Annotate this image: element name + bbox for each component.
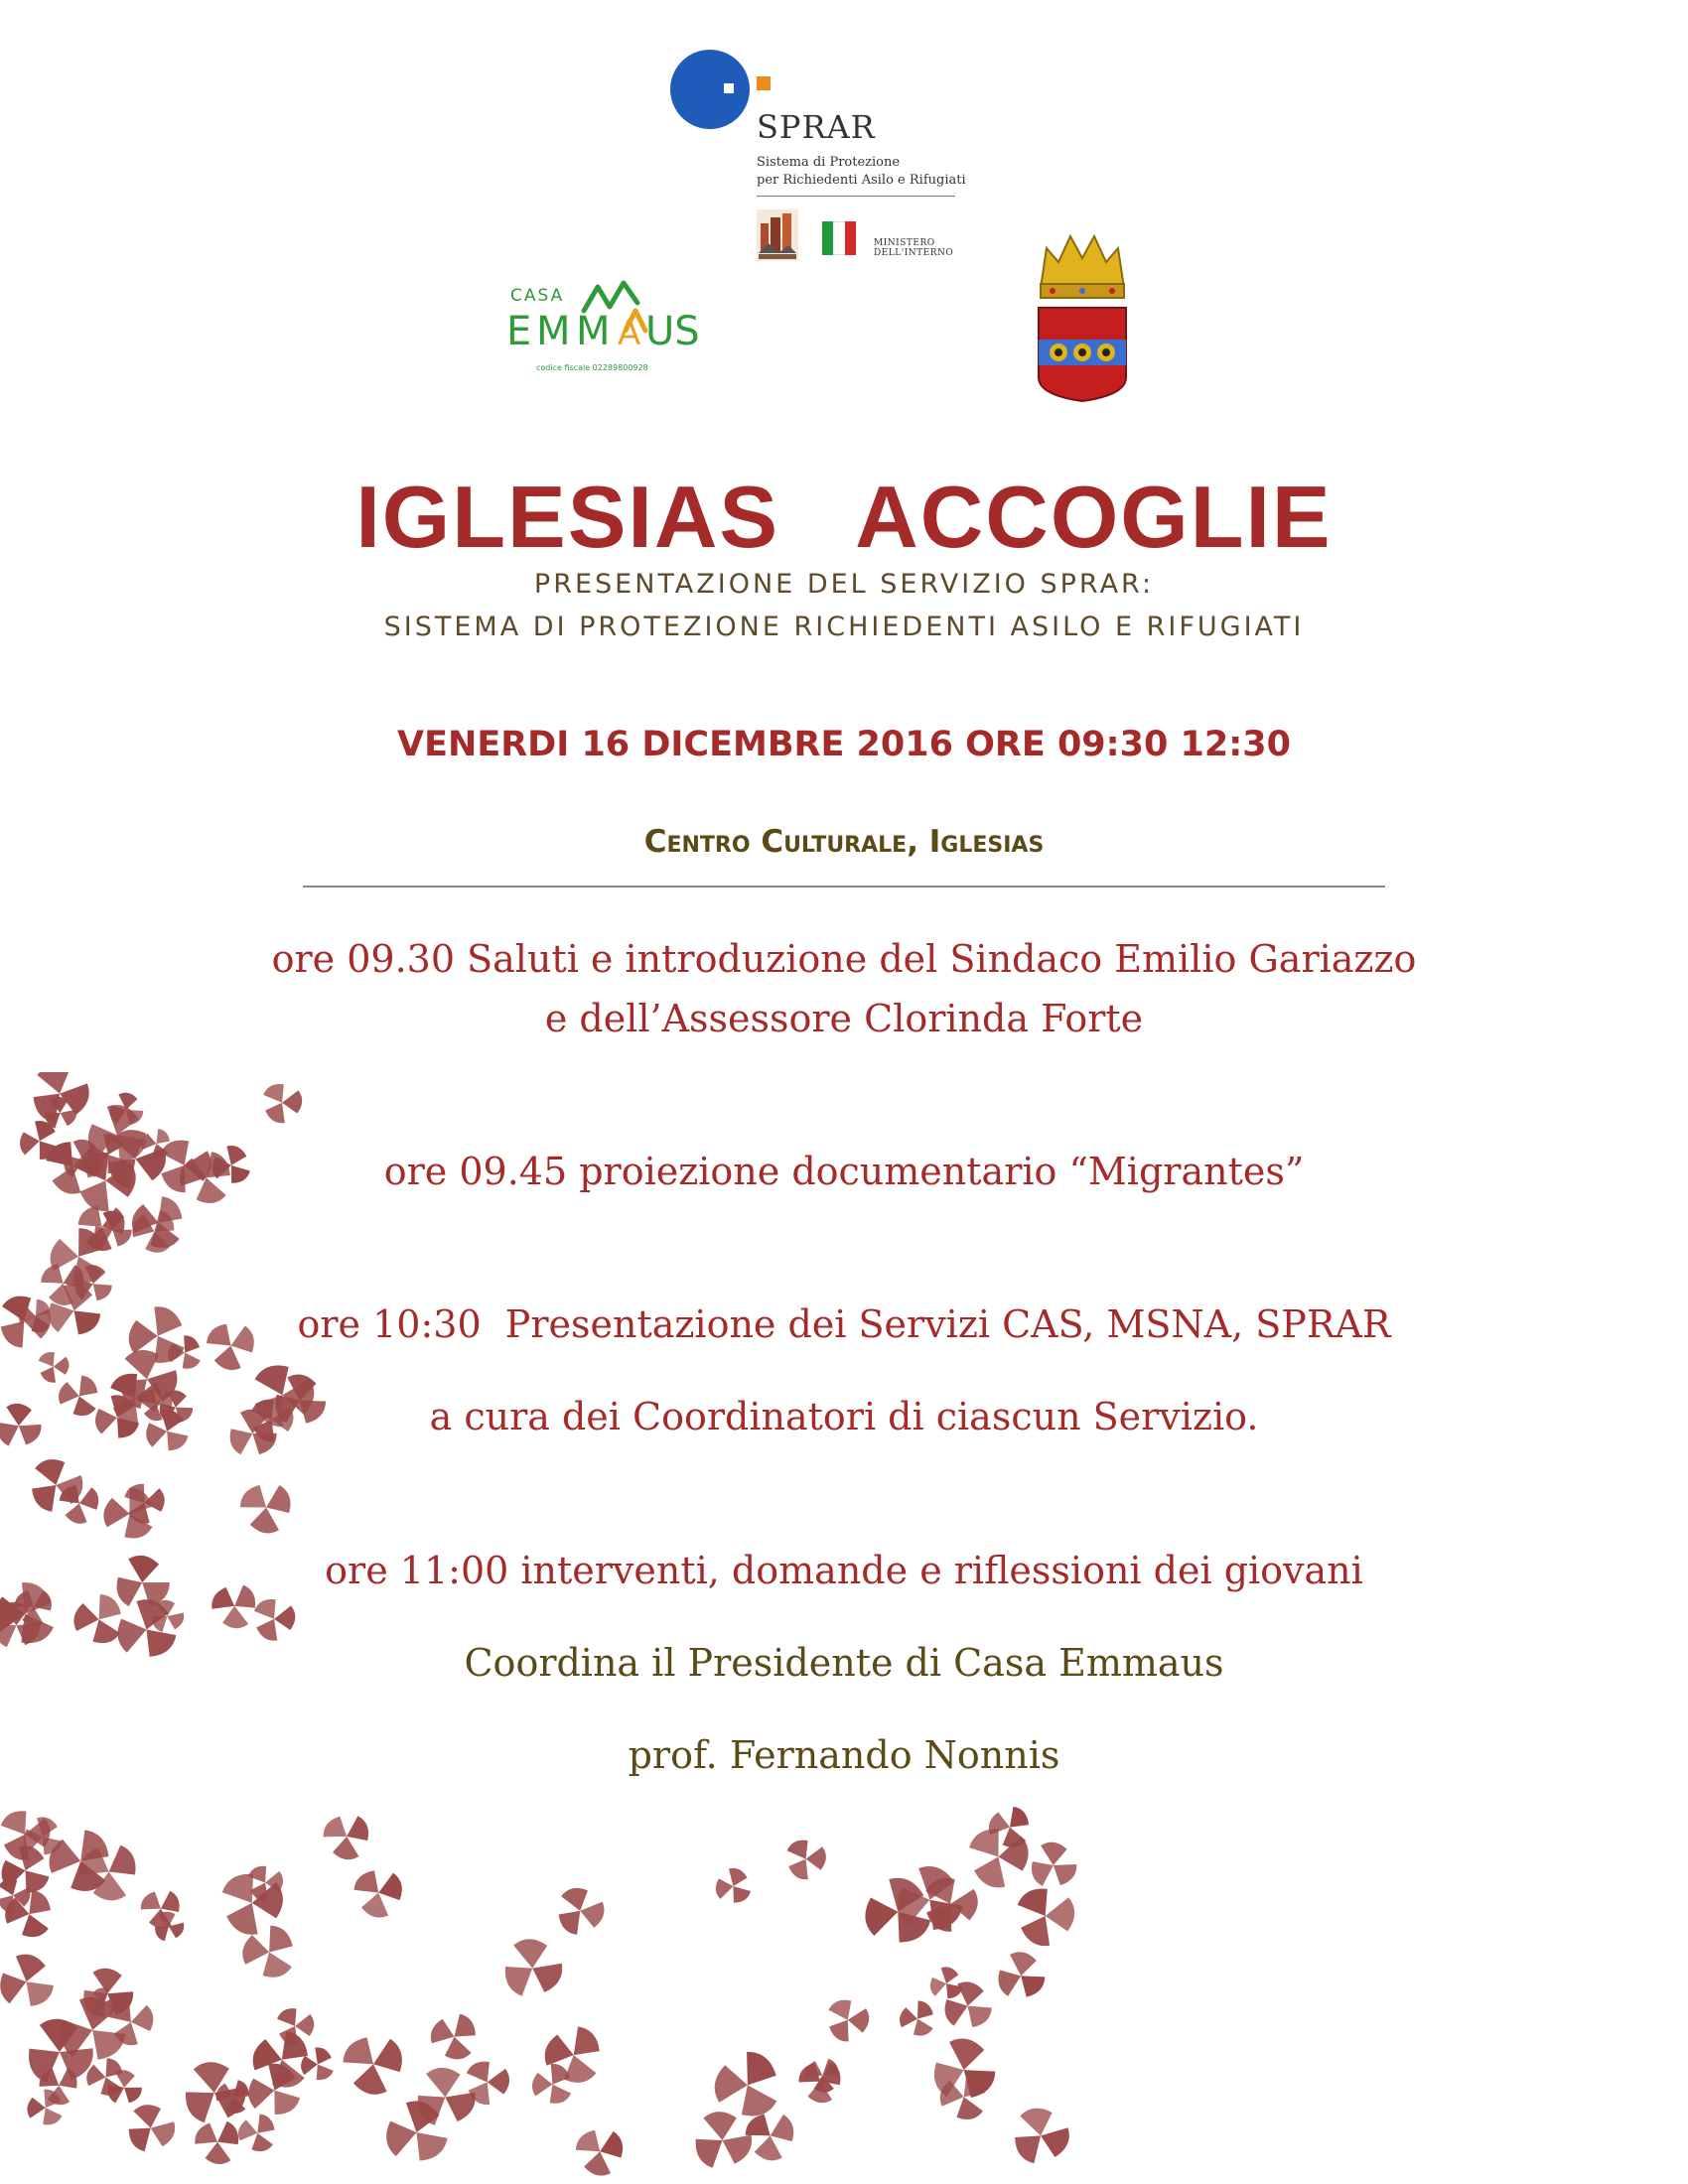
petal-icon xyxy=(331,2024,417,2113)
petal-icon xyxy=(35,1346,76,1386)
petal-icon xyxy=(560,2113,634,2184)
sprar-subtitle: Sistema di Protezione per Richiedenti Asilo e Rifugiati xyxy=(757,155,966,188)
program-line-7: Coordina il Presidente di Casa Emmaus xyxy=(464,1641,1224,1685)
event-venue: Centro Culturale, Iglesias xyxy=(643,824,1045,860)
petal-icon xyxy=(706,1856,761,1912)
casa-emmaus-logo xyxy=(506,273,705,382)
iglesias-coat-of-arms-icon xyxy=(1033,228,1132,402)
petal-icon xyxy=(231,1474,303,1548)
petal-icon xyxy=(1010,1877,1087,1952)
italian-flag-icon xyxy=(822,221,856,255)
petal-icon xyxy=(891,1988,946,2044)
event-subtitle-line2: SISTEMA DI PROTEZIONE RICHIEDENTI ASILO E RIFUGIATI xyxy=(383,612,1305,642)
petal-icon xyxy=(189,2115,247,2175)
divider xyxy=(303,886,1385,887)
petal-icon xyxy=(112,1470,173,1532)
svg-text:A: A xyxy=(618,314,641,353)
petal-icon xyxy=(813,1989,881,2057)
petal-icon xyxy=(60,1826,150,1916)
sprar-square-icon xyxy=(757,76,771,90)
emmaus-name: E xyxy=(506,309,532,354)
program-line-4: ore 10:30 Presentazione dei Servizi CAS, MSNA, SPRAR xyxy=(297,1302,1391,1346)
petal-icon xyxy=(774,1830,837,1893)
emmaus-fiscal-code: codice fiscale 02289800928 xyxy=(536,363,648,372)
petal-icon xyxy=(250,1073,313,1137)
petal-icon xyxy=(920,2034,1002,2112)
svg-text:CASA: CASA xyxy=(510,286,565,306)
program-line-5: a cura dei Coordinatori di ciascun Servizio. xyxy=(429,1395,1259,1438)
petal-icon xyxy=(996,2097,1081,2181)
petal-icon xyxy=(988,1949,1050,2008)
petal-icon xyxy=(420,1999,491,2069)
petal-icon xyxy=(89,1470,171,1552)
program-line-8: prof. Fernando Nonnis xyxy=(628,1733,1060,1777)
program-line-1: ore 09.30 Saluti e introduzione del Sindaco Emilio Gariazzo xyxy=(271,937,1417,981)
petal-icon xyxy=(338,1853,413,1930)
decorative-petals xyxy=(0,1072,1092,2184)
svg-text:M: M xyxy=(536,309,571,354)
program-line-2: e dell’Assessore Clorinda Forte xyxy=(544,997,1144,1040)
petal-icon xyxy=(145,1906,190,1951)
petal-icon xyxy=(488,1930,573,2013)
petal-icon xyxy=(122,2097,177,2154)
sprar-circle-icon xyxy=(670,50,750,129)
petal-icon xyxy=(316,1807,379,1872)
svg-text:M: M xyxy=(576,309,611,354)
petal-icon xyxy=(932,1968,1001,2038)
event-subtitle-line1: PRESENTAZIONE DEL SERVIZIO SPRAR: xyxy=(533,569,1155,600)
svg-text:US: US xyxy=(645,309,700,354)
event-date: VENERDI 16 DICEMBRE 2016 ORE 09:30 12:30 xyxy=(397,725,1291,764)
ministry-label: MINISTERO DELL'INTERNO xyxy=(874,238,954,258)
event-title: IGLESIAS ACCOGLIE xyxy=(355,468,1333,566)
petal-icon xyxy=(784,2047,852,2115)
sprar-logo xyxy=(665,45,966,263)
program-line-6: ore 11:00 interventi, domande e riflessioni dei giovani xyxy=(325,1549,1363,1592)
anci-logo-icon xyxy=(757,209,798,261)
sprar-divider xyxy=(757,196,955,197)
petal-icon xyxy=(542,1877,616,1951)
petal-icon xyxy=(0,1938,66,2019)
program-line-3: ore 09.45 proiezione documentario “Migrantes” xyxy=(383,1150,1305,1193)
sprar-name: SPRAR xyxy=(757,108,876,146)
